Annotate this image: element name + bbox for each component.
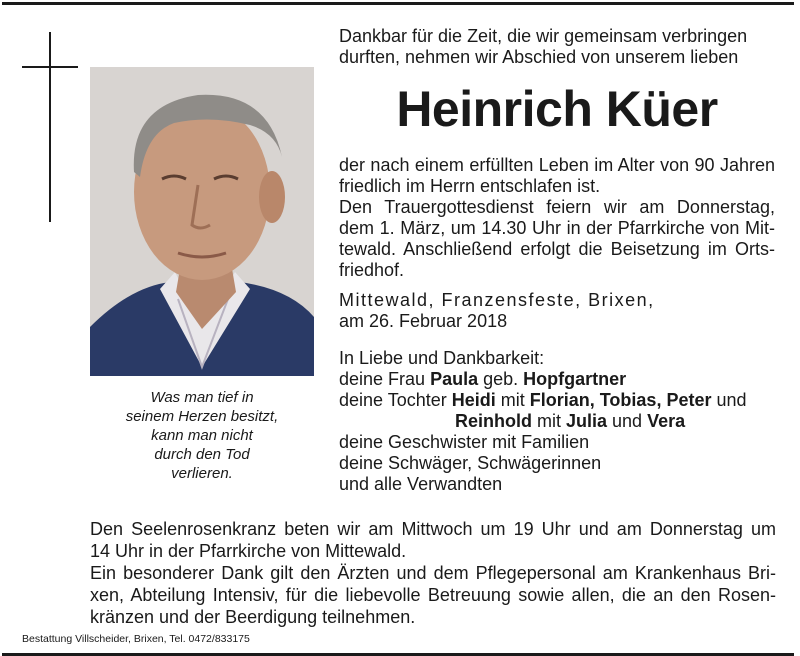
funeral-line: friedhof. (339, 260, 405, 280)
intro-line: durften, nehmen wir Abschied von unserem lieben (339, 47, 739, 67)
family-relatives: und alle Verwandten (339, 474, 503, 494)
funeral-line: dem 1. März, um 14.30 Uhr in der Pfarrkirche von Mit- (339, 218, 775, 238)
family-siblings: deine Geschwister mit Familien (339, 432, 590, 452)
family-wife: deine Frau Paula geb. Hopfgartner (339, 369, 627, 389)
quote-line: seinem Herzen besitzt, (125, 408, 279, 425)
quote-line: kann man nicht (151, 427, 253, 444)
quote-line: durch den Tod (154, 446, 250, 463)
date-line: am 26. Februar 2018 (339, 311, 508, 331)
family-heading: In Liebe und Dankbarkeit: (339, 348, 545, 368)
rosary-line: 14 Uhr in der Pfarrkirche von Mittewald. (90, 541, 407, 561)
family-daughter: deine Tochter Heidi mit Florian, Tobias, Peter und (339, 390, 747, 410)
funeral-home-footer: Bestattung Villscheider, Brixen, Tel. 0472/833175 (22, 633, 250, 645)
place-line: Mittewald, Franzensfeste, Brixen, (339, 290, 655, 310)
intro-text (339, 26, 747, 68)
rosary-and-thanks (90, 518, 776, 628)
funeral-info (339, 197, 775, 281)
funeral-line: tewald. Anschließend erfolgt die Beisetzung im Orts- (339, 239, 775, 259)
cross-icon-bar (22, 66, 78, 68)
family-daughter-cont: Reinhold mit Julia und Vera (455, 411, 686, 431)
rosary-line: Den Seelenrosenkranz beten wir am Mittwoch um 19 Uhr und am Donnerstag um (90, 519, 776, 539)
place-date (339, 290, 655, 332)
thanks-line: xen, Abteilung Intensiv, für die liebevolle Betreuung sowie allen, die an den Rosen- (90, 585, 776, 605)
memorial-quote (100, 388, 304, 483)
deceased-name: Heinrich Küer (396, 81, 718, 137)
thanks-line: kränzen und der Beerdigung teilnehmen. (90, 607, 416, 627)
portrait-photo (90, 67, 314, 376)
intro-line: Dankbar für die Zeit, die wir gemeinsam verbringen (339, 26, 748, 46)
quote-line: verlieren. (171, 465, 233, 482)
family-inlaws: deine Schwäger, Schwägerinnen (339, 453, 602, 473)
quote-line: Was man tief in (150, 389, 254, 406)
funeral-line: Den Trauergottesdienst feiern wir am Donnerstag, (339, 197, 775, 217)
obituary-line: der nach einem erfüllten Leben im Alter von 90 Jahren (339, 155, 775, 175)
family-list (339, 348, 747, 495)
thanks-line: Ein besonderer Dank gilt den Ärzten und dem Pflegepersonal am Krankenhaus Bri- (90, 563, 776, 583)
cross-icon (49, 32, 51, 222)
obituary-line: friedlich im Herrn entschlafen ist. (339, 176, 601, 196)
obituary-text (339, 155, 775, 197)
